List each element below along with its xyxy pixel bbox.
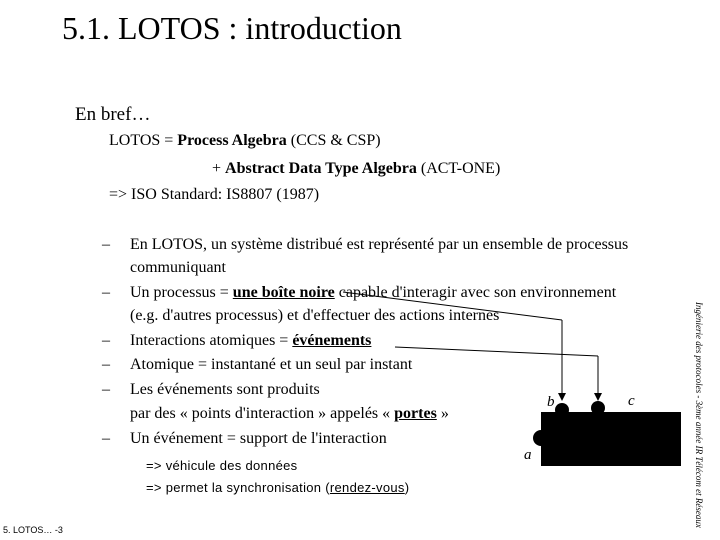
bullet-dash: – xyxy=(102,430,110,447)
gate-b-label: b xyxy=(547,394,555,410)
bullet-5-cont-a: par des « points d'interaction » appelés « xyxy=(130,405,395,422)
bullet-2-text-a: Un processus = xyxy=(130,284,233,301)
intro-line-1-a: LOTOS = xyxy=(109,132,178,149)
bullet-2-text-b: capable d'interagir avec son environnement xyxy=(334,284,617,301)
side-course-label: Ingénierie des protocoles - 3ème année IR Télécom et Réseaux xyxy=(694,302,704,528)
bullet-3-text: Interactions atomiques = xyxy=(130,332,293,349)
bullet-3-emphasis: événements xyxy=(292,332,372,349)
section-heading: En bref… xyxy=(75,104,151,125)
gate-c-label: c xyxy=(628,393,635,409)
sub-point-2-emphasis: rendez-vous xyxy=(329,480,405,495)
bullet-6-text: Un événement = support de l'interaction xyxy=(130,430,387,447)
bullet-1-text: En LOTOS, un système distribué est représenté par un ensemble de processus xyxy=(130,236,629,253)
bullet-4-text: Atomique = instantané et un seul par instant xyxy=(130,356,413,373)
arrow-line-mid xyxy=(395,347,598,356)
bullet-2-emphasis: une boîte noire xyxy=(232,284,335,301)
process-black-box xyxy=(541,412,681,466)
intro-line-2-a: + xyxy=(212,160,226,177)
intro-line-1-c: (CCS & CSP) xyxy=(286,132,381,149)
sub-point-1: => véhicule des données xyxy=(146,458,298,473)
footer-page-label: 5. LOTOS… -3 xyxy=(3,525,63,535)
intro-line-2-b: Abstract Data Type Algebra xyxy=(225,160,417,177)
sub-point-2-b: ) xyxy=(404,480,410,495)
gate-b-port xyxy=(555,403,569,417)
bullet-5-text: Les événements sont produits xyxy=(130,381,320,398)
gate-c-port xyxy=(591,401,605,415)
bullet-2-continuation: (e.g. d'autres processus) et d'effectuer des actions internes xyxy=(130,307,500,324)
gate-a-port xyxy=(533,430,549,446)
gate-a-label: a xyxy=(524,447,532,463)
arrow-line-top xyxy=(343,292,562,320)
bullet-dash: – xyxy=(102,381,110,398)
intro-line-3: => ISO Standard: IS8807 (1987) xyxy=(109,186,320,203)
bullet-1-continuation: communiquant xyxy=(130,259,226,276)
bullet-dash: – xyxy=(102,284,110,301)
bullet-5-emphasis: portes xyxy=(394,405,437,422)
bullet-dash: – xyxy=(102,356,110,373)
bullet-dash: – xyxy=(102,332,110,349)
slide-title: 5.1. LOTOS : introduction xyxy=(62,10,402,46)
sub-point-2-a: => permet la synchronisation ( xyxy=(146,480,330,495)
bullet-5-cont-b: » xyxy=(436,405,449,422)
intro-line-2-c: (ACT-ONE) xyxy=(416,160,501,177)
bullet-dash: – xyxy=(102,236,110,253)
intro-line-1-b: Process Algebra xyxy=(177,132,287,149)
